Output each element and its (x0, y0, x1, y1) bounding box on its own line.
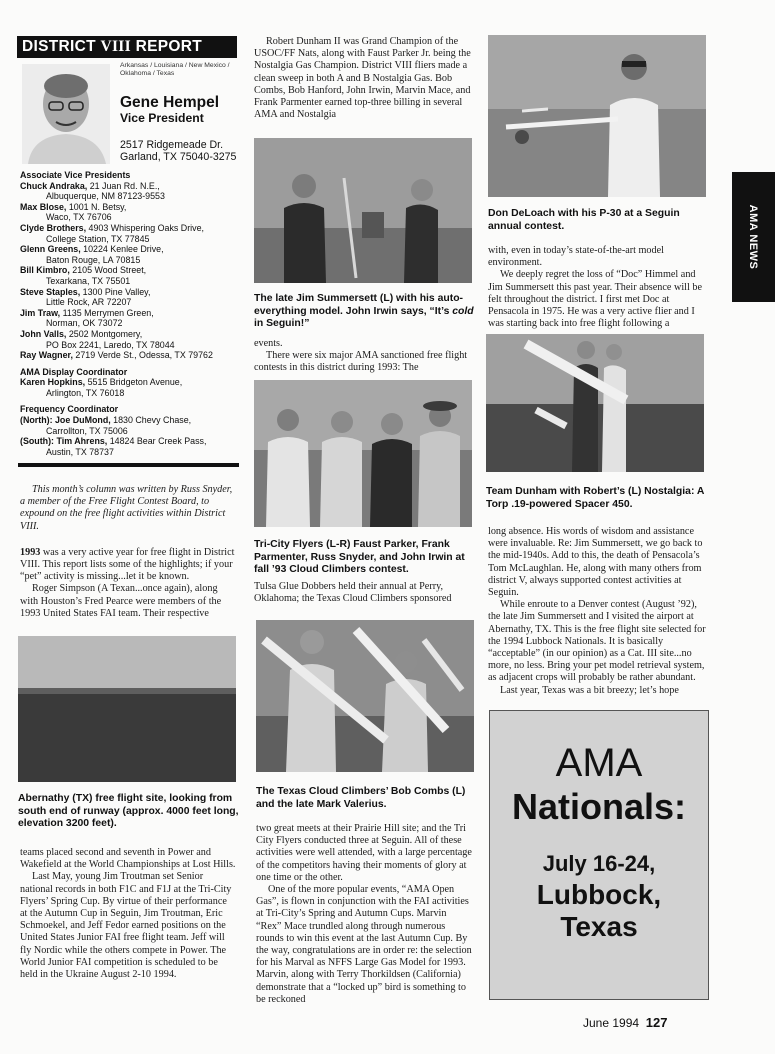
associate-entry (20, 329, 240, 340)
vp-address (120, 139, 236, 163)
frequency-north-address: 1830 Chevy Chase, (110, 415, 192, 426)
abernathy-caption: Abernathy (TX) free flight site, looking from south end of runway (approx. 4000 feet long, elevation 3200 feet). (18, 793, 239, 829)
vp-name: Gene Hempel (120, 94, 220, 111)
vp-address-line1: 2517 Ridgemeade Dr. (120, 139, 224, 151)
associate-city: Little Rock, AR 72207 (46, 297, 132, 308)
col3-paragraph-1: with, even in today’s state-of-the-art model environment. (488, 245, 664, 269)
display-coordinator-name: Karen Hopkins, (20, 377, 86, 388)
summersett-caption-text: The late Jim Summersett (L) with his auto-everything model. John Irwin says, “It’s (254, 293, 463, 317)
column-1-text-bottom (20, 847, 236, 981)
col3-paragraph-5: Last year, Texas was a bit breezy; let’s hope (500, 684, 679, 696)
promo-line-2: Nationals: (511, 786, 687, 827)
column-2-text-mid (254, 338, 472, 375)
column-3-text-bottom (488, 526, 706, 697)
header-title-roman: VIII (100, 38, 131, 55)
associate-city: Norman, OK 73072 (46, 318, 123, 329)
header-title-b: REPORT (130, 38, 202, 55)
associate-entry (20, 350, 240, 361)
associate-name: Max Blose, (20, 201, 67, 212)
associate-name: Glenn Greens, (20, 244, 81, 255)
associate-address: 1300 Pine Valley, (80, 286, 151, 297)
vp-address-line2: Garland, TX 75040-3275 (120, 151, 237, 164)
frequency-coordinator-heading: Frequency Coordinator (20, 404, 119, 415)
associate-name: Chuck Andraka, (20, 180, 88, 191)
associate-name: Ray Wagner, (20, 350, 73, 361)
district-states: Arkansas / Louisiana / New Mexico / Oklahoma / Texas (120, 62, 230, 78)
col2-paragraph-3: There were six major AMA sanctioned free flight contests in this district during 1993: The (254, 350, 468, 374)
col2-paragraph-1: Robert Dunham II was Grand Champion of the USOC/FF Nats, along with Faust Parker Jr. being the Nostalgia Gas Champion. District VIII fliers made a clean sweep in both A and B Nostalgia Gas. Bob Combs, Bob Hanford, John Irwin, Marvin Mace, and Frank Parmenter earned top-three billing in several AMA and Nostalgia (254, 36, 471, 121)
associate-entry (20, 223, 240, 234)
side-tab-label: AMA NEWS (747, 204, 759, 270)
tri-city-caption: Tri-City Flyers (L-R) Faust Parker, Frank Parmenter, Russ Snyder, and John Irwin at fall ’93 Cloud Climbers contest. (254, 539, 465, 575)
associate-city: PO Box 2241, Laredo, TX 78044 (46, 339, 175, 350)
associate-address: 4903 Whispering Oaks Drive, (86, 222, 204, 233)
section-rule (18, 463, 239, 467)
associate-address: 2719 Verde St., Odessa, TX 79762 (72, 350, 213, 361)
col2-paragraph-4: Tulsa Glue Dobbers held their annual at Perry, Oklahoma; the Texas Cloud Climbers sponsored (254, 581, 452, 605)
associate-name: Steve Staples, (20, 286, 81, 297)
vp-portrait-photo (22, 64, 110, 164)
associate-entry (20, 181, 240, 192)
column-1-text-top (20, 484, 236, 620)
associate-address: 10224 Kenlee Drive, (80, 244, 164, 255)
column-2-text-bottom (256, 823, 472, 1006)
frequency-north-label: (North): Joe DuMond, (20, 415, 111, 426)
column-2-text-mid2 (254, 581, 472, 605)
page-folio (583, 1015, 667, 1030)
frequency-coordinator-north (20, 415, 240, 426)
associate-entry (20, 265, 240, 276)
associate-address: 1001 N. Betsy, (66, 201, 127, 212)
lead-year: 1993 (20, 546, 41, 558)
display-coordinator-city: Arlington, TX 76018 (46, 387, 125, 398)
summersett-irwin-photo (254, 138, 472, 283)
col1-paragraph-3: teams placed second and seventh in Power and Wakefield at the World Championships at Lost Hills. (20, 847, 236, 871)
column-3-text-top (488, 245, 706, 330)
frequency-south-label: (South): Tim Ahrens, (20, 436, 108, 447)
summersett-caption (254, 293, 474, 331)
col1-paragraph-1 (20, 547, 236, 584)
district-report-header (17, 36, 237, 58)
deloach-p30-photo (488, 35, 706, 197)
ama-nationals-promo (489, 710, 709, 1000)
associate-address: 2105 Wood Street, (69, 265, 147, 276)
ama-news-side-tab (732, 172, 775, 302)
associate-entry (20, 202, 240, 213)
col3-paragraph-3: long absence. His words of wisdom and assistance were invaluable. Re: Jim Summersett, we go back to the mid-1940s. Add to this, the death of Pensacola’s Tom McLaughlan. He, along with many others from district V, always supported contest activities at Seguin. (488, 526, 703, 599)
col1-paragraph-4: Last May, young Jim Troutman set Senior national records in both F1C and F1J at the Tri-City Flyers’ Spring Cup. By virtue of their performance at the Autumn Cup in Seguin, Jim Troutman, Eric Schmoekel, and Jeff Fedor earned positions on the United States Junior FAI free flight team. Jeff will fly Nordic while the others compete in Power. The World Junior FAI competition is scheduled to be held in the Ukraine August 2-10 1994. (20, 871, 232, 981)
col3-paragraph-2: We deeply regret the loss of “Doc” Himmel and Jim Summersett this past year. Their absence will be felt throughout the district. I first met Doc at Pensacola in 1975. He was a very active flier and I was starting back into free flight following a (488, 269, 702, 330)
associate-city: Baton Rouge, LA 70815 (46, 254, 141, 265)
frequency-north-city: Carrollton, TX 75006 (46, 425, 128, 436)
frequency-south-address: 14824 Bear Creek Pass, (107, 436, 207, 447)
cloud-climbers-photo (256, 620, 474, 772)
promo-state: Texas (560, 911, 638, 942)
associate-entry (20, 244, 240, 255)
col2-paragraph-2: events. (254, 338, 283, 349)
summersett-caption-end: in Seguin!” (254, 318, 310, 329)
header-title-a: DISTRICT (22, 38, 101, 55)
associate-city: Texarkana, TX 75501 (46, 275, 131, 286)
col3-paragraph-4: While enroute to a Denver contest (August ’92), the late Jim Summersett and I visited the airport at Abernathy, TX. This is the free flight site selected for the 1994 Lubbock Nationals. It is basically “acceptable” (in our opinion) as a Cat. III site...no more, no less. Bring your pet model retrieval system, as adjacent crops will probably be rather abundant. (488, 599, 706, 684)
display-coordinator (20, 377, 240, 388)
summersett-caption-emphasis: cold (452, 305, 474, 317)
display-coordinator-heading: AMA Display Coordinator (20, 366, 128, 377)
page-number: 127 (645, 1015, 668, 1030)
tri-city-flyers-photo (254, 380, 472, 527)
col1-paragraph-2: Roger Simpson (A Texan...once again), along with Houston’s Fred Pearce were members of the 1993 United States FAI team. Their respective (20, 583, 222, 619)
deloach-caption: Don DeLoach with his P-30 at a Seguin annual contest. (488, 208, 680, 232)
associate-name: Clyde Brothers, (20, 222, 87, 233)
associate-city: Albuquerque, NM 87123-9553 (46, 191, 165, 202)
team-dunham-photo (486, 334, 704, 472)
associate-address: 2502 Montgomery, (66, 328, 143, 339)
promo-line-1: AMA (555, 741, 643, 785)
associate-directory (20, 170, 240, 457)
associate-city: College Station, TX 77845 (46, 233, 150, 244)
associate-city: Waco, TX 76706 (46, 212, 112, 223)
abernathy-runway-photo (18, 636, 236, 782)
associate-name: Jim Traw, (20, 307, 61, 318)
frequency-coordinator-south (20, 436, 240, 447)
issue-date: June 1994 (583, 1016, 640, 1030)
display-coordinator-address: 5515 Bridgeton Avenue, (85, 377, 183, 388)
associate-name: John Valls, (20, 328, 67, 339)
col1-paragraph-1-text: was a very active year for free flight in District VIII. This report lists some of the highlights; if your “pet” activity is missing...let it be known. (20, 546, 235, 583)
col2-paragraph-5: two great meets at their Prairie Hill site; and the Tri City Flyers conducted three at Seguin. All of these activities were well attended, with a large percentage of the competitors having their moments of glory at one time or the other. (256, 823, 472, 883)
team-dunham-caption: Team Dunham with Robert’s (L) Nostalgia: A Torp .19-powered Spacer 450. (486, 486, 705, 510)
frequency-south-city: Austin, TX 78737 (46, 446, 114, 457)
cloud-climbers-caption: The Texas Cloud Climbers’ Bob Combs (L) and the late Mark Valerius. (256, 786, 466, 810)
column-intro-note: This month’s column was written by Russ Snyder, a member of the Free Flight Contest Board, to expound on the free flight activities within District VIII. (20, 484, 233, 532)
associate-entry (20, 287, 240, 298)
associate-address: 21 Juan Rd. N.E., (87, 180, 160, 191)
col2-paragraph-6: One of the more popular events, “AMA Open Gas”, is flown in conjunction with the FAI activities at Tri-City’s Spring and Autumn Cups. Marvin “Rex” Mace trundled along through numerous rounds to win this event at the last Autumn Cup. By the way, congratulations are in order re: the selection for his Marval as NFFS Large Gas Model for 1993. Marvin, along with Terry Thorkildsen (California) demonstrate that a “locked up” bird is something to be reckoned (256, 884, 472, 1005)
associate-entry (20, 308, 240, 319)
associate-address: 1135 Merrymen Green, (60, 307, 154, 318)
promo-dates: July 16-24, (542, 851, 656, 876)
associates-heading: Associate Vice Presidents (20, 170, 131, 180)
column-2-text-top (254, 36, 472, 121)
promo-city: Lubbock, (536, 879, 662, 910)
associate-name: Bill Kimbro, (20, 265, 70, 276)
vp-title: Vice President (120, 111, 204, 125)
associates-list (20, 181, 240, 361)
